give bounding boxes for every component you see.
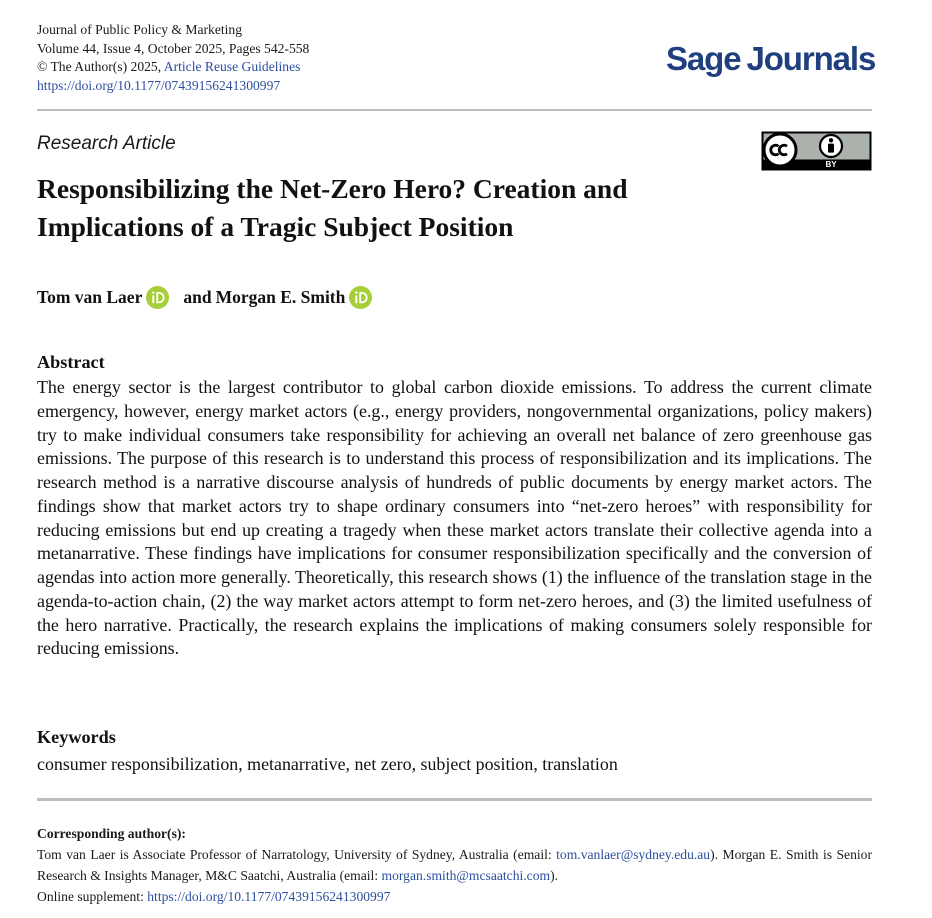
keywords-list: consumer responsibilization, metanarrative, net zero, subject position, translation: [37, 754, 618, 774]
orcid-icon[interactable]: [349, 286, 372, 309]
keywords-heading: Keywords: [37, 727, 116, 747]
header-divider: [37, 109, 872, 111]
sage-journals-logo: [666, 40, 875, 78]
corresponding-part-3: ).: [550, 868, 559, 883]
online-supplement: [37, 886, 872, 907]
author-conjunction: and: [183, 287, 212, 307]
logo-word-sage: Sage: [666, 40, 741, 77]
author-line: [37, 286, 376, 309]
corresponding-author-block: [37, 823, 872, 907]
orcid-icon[interactable]: [146, 286, 169, 309]
attribution-icon: [820, 135, 842, 157]
supplement-link[interactable]: https://doi.org/10.1177/07439156241300997: [147, 889, 391, 904]
article-type: Research Article: [37, 133, 176, 154]
journal-name: Journal of Public Policy & Marketing: [37, 22, 243, 37]
logo-word-journals: Journals: [746, 40, 876, 77]
cc-icon: [764, 134, 796, 166]
abstract-heading: Abstract: [37, 352, 105, 372]
copyright-text: © The Author(s) 2025,: [37, 59, 164, 74]
corresponding-part-2: ). Morgan E. Smith is Senior Research & Insights Manager, M&C Saatchi, Australia (email:: [37, 847, 872, 883]
corresponding-text: [37, 844, 872, 886]
corresponding-heading: Corresponding author(s):: [37, 826, 186, 841]
footer-divider: [37, 798, 872, 801]
copyright-line: [37, 58, 309, 77]
email-link-smith[interactable]: morgan.smith@mcsaatchi.com: [381, 868, 551, 883]
author-name-2: Morgan E. Smith: [215, 287, 346, 307]
author-name-1: Tom van Laer: [37, 287, 143, 307]
corresponding-part-1: Tom van Laer is Associate Professor of Narratology, University of Sydney, Australia (email:: [37, 847, 557, 862]
article-reuse-link[interactable]: Article Reuse Guidelines: [163, 59, 301, 74]
article-title: Responsibilizing the Net-Zero Hero? Creation and Implications of a Tragic Subject Position: [37, 173, 628, 242]
email-link-van-laer[interactable]: tom.vanlaer@sydney.edu.au: [556, 847, 711, 862]
license-badge-label: BY: [825, 160, 837, 169]
abstract-text: The energy sector is the largest contributor to global carbon dioxide emissions. To address the current climate emergency, however, energy market actors (e.g., energy providers, nongovernmental organizations, policy makers) try to make individual consumers take responsibility for achieving an overall net balance of zero greenhouse gas emissions. The purpose of this research is to understand this process of responsibilization and its implications. The research method is a narrative discourse analysis of hundreds of public documents by energy market actors. The findings show that market actors try to shape ordinary consumers into “net-zero heroes” with responsibility for reducing emissions but end up creating a tragedy when these market actors translate their collective agenda into a metanarrative. These findings have implications for consumer responsibilization specifically and the conversion of agendas into action more generally. Theoretically, this research shows (1) the influence of the translation stage in the agenda-to-action chain, (2) the way market actors attempt to form net-zero heroes, and (3) the limited usefulness of the hero narrative. Practically, the research explains the implications of making consumers solely responsible for reducing emissions.: [37, 377, 872, 659]
cc-by-license-badge[interactable]: [761, 131, 872, 171]
publication-metadata: [37, 21, 309, 95]
doi-link[interactable]: https://doi.org/10.1177/07439156241300997: [37, 77, 281, 93]
supplement-label: Online supplement:: [37, 889, 148, 904]
volume-issue: Volume 44, Issue 4, October 2025, Pages 542-558: [37, 40, 310, 56]
